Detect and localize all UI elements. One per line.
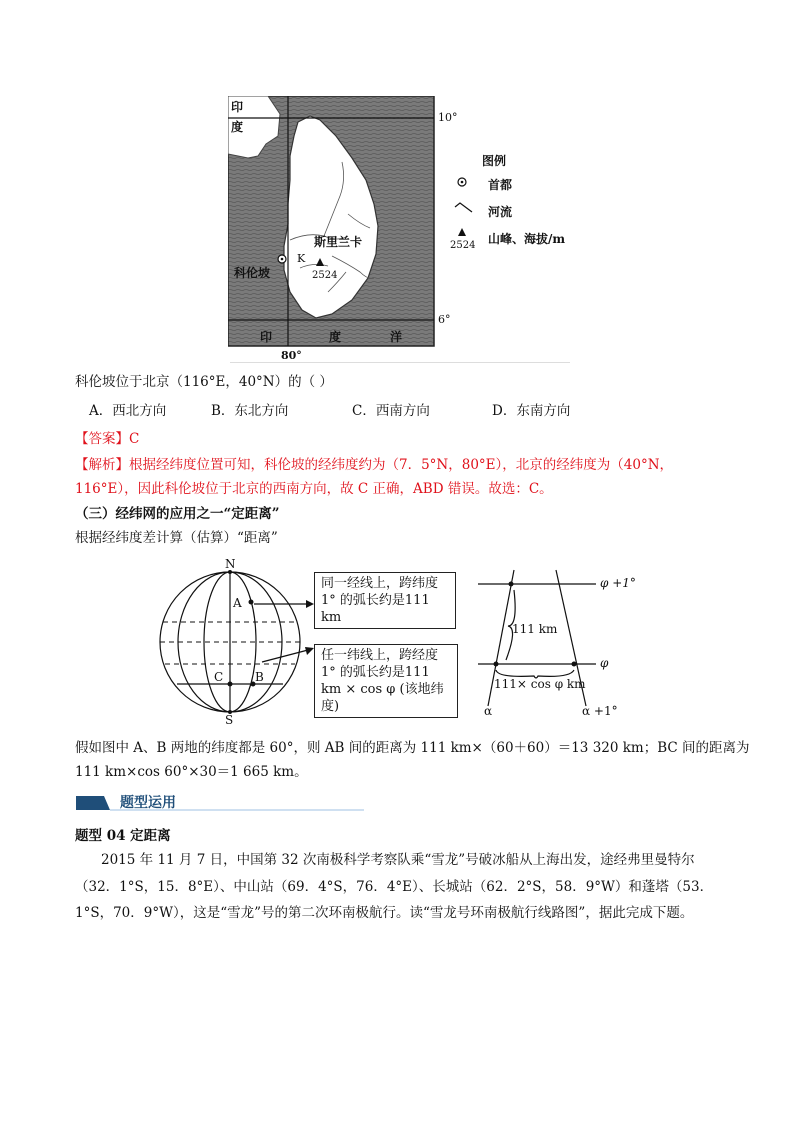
legend-capital: 首都: [488, 178, 513, 192]
example-line-2: 111 km×cos 60°×30＝1 665 km。: [75, 764, 308, 780]
option-b-key: B．: [211, 403, 235, 419]
map-divider: [230, 362, 570, 363]
analysis-label: 【解析】: [75, 457, 129, 473]
map-figure: [228, 96, 468, 352]
lat-top-label: 10°: [438, 111, 458, 124]
option-b-text: 东北方向: [234, 403, 289, 419]
section3-heading: （三）经纬网的应用之一“定距离”: [75, 506, 280, 522]
legend-symbols: [454, 176, 474, 238]
example-line-1: 假如图中 A、B 两地的纬度都是 60°，则 AB 间的距离为 111 km×（60＋60）＝13 320 km；BC 间的距离为: [75, 740, 750, 756]
option-a-text: 西北方向: [112, 403, 167, 419]
legend-river: 河流: [488, 205, 513, 219]
option-d: [492, 401, 570, 421]
answer-label: 【答案】: [75, 431, 129, 447]
analysis-text-1: 根据经纬度位置可知，科伦坡的经纬度约为（7．5°N，80°E），北京的经纬度为（40°N，: [129, 457, 674, 473]
section-title: 题型运用: [120, 795, 176, 811]
point-c: [228, 682, 233, 687]
option-c-text: 西南方向: [375, 403, 430, 419]
label-cos: 111× cos φ km: [494, 677, 586, 691]
lon-label: 80°: [281, 349, 302, 362]
ocean-char-3: 洋: [390, 330, 403, 344]
legend-river-icon: [455, 203, 472, 212]
type04-para-line-3: 1°S，70．9°W），这是“雪龙”号的第二次环南极航行。读“雪龙号环南极航行线路图”，据此完成下题。: [75, 905, 694, 921]
legend-peak-value: 2524: [450, 240, 476, 251]
type04-heading: 题型 04 定距离: [75, 828, 171, 844]
option-d-key: D．: [492, 403, 517, 419]
label-phi-plus: φ +1°: [600, 576, 636, 590]
sri-lanka-map: [228, 96, 468, 352]
label-c: C: [214, 670, 224, 684]
section3-subtitle: 根据经纬度差计算（估算）“距离”: [75, 530, 278, 546]
lat-bottom-label: 6°: [438, 313, 451, 326]
label-111km: 111 km: [512, 622, 558, 636]
label-alpha: α: [484, 704, 493, 718]
option-a: [89, 401, 166, 421]
option-c-key: C．: [352, 403, 376, 419]
section-bar: [76, 794, 364, 812]
answer-value: C: [129, 431, 140, 447]
label-b: B: [255, 670, 264, 684]
legend-title: 图例: [482, 154, 507, 168]
map-india-char-1: 印: [231, 100, 244, 114]
peak-value-label: 2524: [312, 270, 338, 281]
type04-para-line-2: （32．1°S，15．8°E）、中山站（69．4°S，76．4°E）、长城站（62．2°S，58．9°W）和蓬塔（53．: [75, 879, 714, 895]
country-label: 斯里兰卡: [314, 235, 363, 249]
label-phi: φ: [600, 656, 609, 670]
label-s: S: [225, 713, 234, 727]
ocean-char-1: 印: [260, 330, 273, 344]
info-box-meridian: 同一经线上，跨纬度1° 的弧长约是111 km: [314, 572, 456, 629]
type04-para-line-1: 2015 年 11 月 7 日，中国第 32 次南极科学考察队乘“雪龙”号破冰船从上海出发，途经弗里曼特尔: [101, 852, 695, 868]
info-box-parallel: 任一纬线上，跨经度1° 的弧长约是111 km × cos φ (该地纬度): [314, 644, 458, 718]
option-c: [352, 401, 430, 421]
point-k-label: K: [297, 252, 306, 265]
label-n: N: [225, 557, 236, 571]
option-a-key: A．: [89, 403, 113, 419]
option-d-text: 东南方向: [516, 403, 571, 419]
label-a: A: [233, 596, 242, 610]
legend-peak: 山峰、海拔/m: [488, 232, 566, 246]
question-stem: 科伦坡位于北京（116°E，40°N）的（ ）: [75, 374, 333, 390]
ocean-char-2: 度: [329, 330, 342, 344]
capital-label: 科伦坡: [234, 266, 271, 280]
option-b: [211, 401, 288, 421]
arrows: [252, 598, 316, 694]
label-alpha-plus: α +1°: [582, 704, 618, 718]
map-india-char-2: 度: [231, 120, 244, 134]
answer-line: [75, 429, 139, 449]
legend-peak-icon: [458, 228, 466, 236]
analysis-line-2: 116°E），因此科伦坡位于北京的西南方向，故 C 正确，ABD 错误。故选：C。: [75, 481, 553, 497]
analysis-line-1: [75, 455, 673, 475]
